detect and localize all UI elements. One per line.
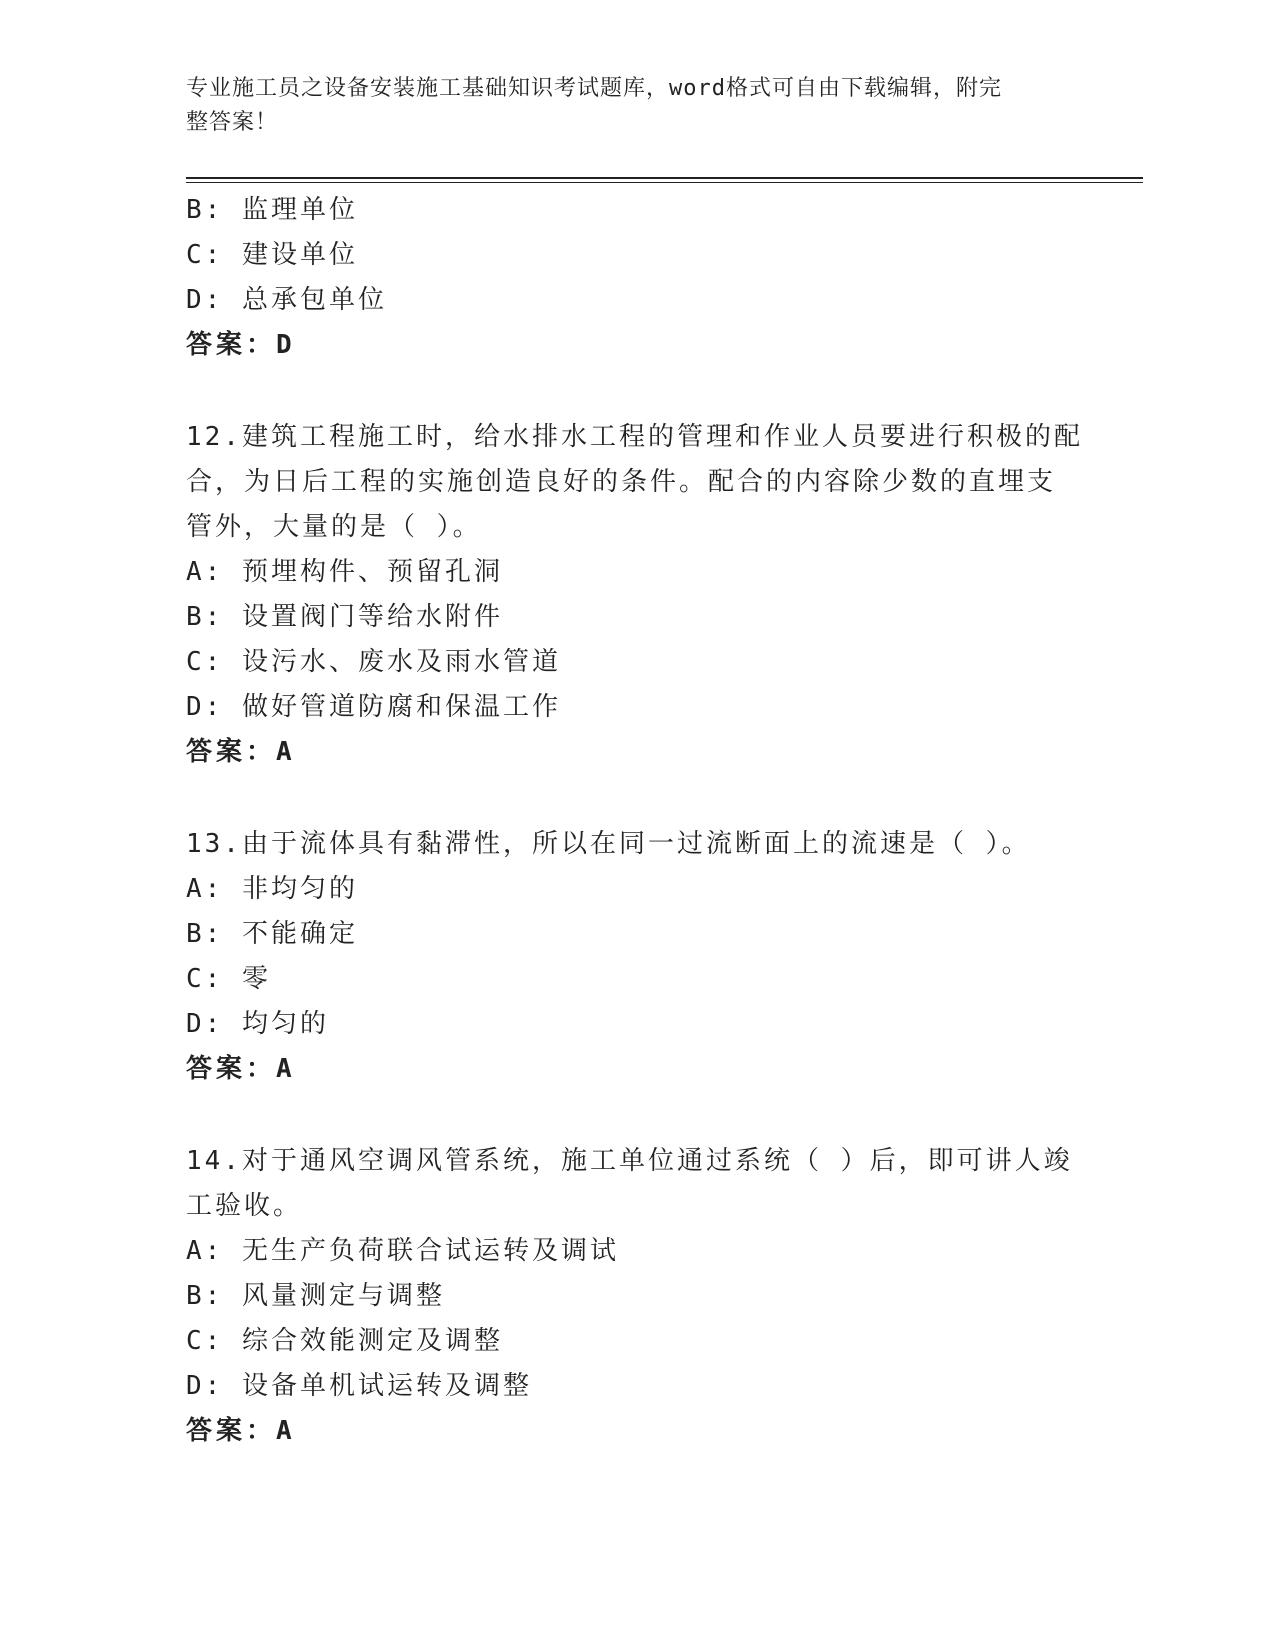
option-b: B: 不能确定 [186, 919, 358, 949]
header-rule-thin [186, 182, 1143, 183]
page-header [186, 72, 1066, 140]
option-d: D: 均匀的 [186, 1009, 329, 1039]
question-text-line: 12.建筑工程施工时，给水排水工程的管理和作业人员要进行积极的配 [186, 422, 1083, 452]
option-d: D: 做好管道防腐和保温工作 [186, 692, 561, 722]
answer-line: 答案：A [186, 1416, 295, 1446]
option-b: B: 设置阀门等给水附件 [186, 602, 503, 632]
header-line-2: 整答案！ [186, 110, 279, 135]
option-c: C: 设污水、废水及雨水管道 [186, 647, 561, 677]
question-text-line: 合，为日后工程的实施创造良好的条件。配合的内容除少数的直埋支 [186, 467, 1057, 497]
option-a: A: 预埋构件、预留孔洞 [186, 557, 503, 587]
option-a: A: 无生产负荷联合试运转及调试 [186, 1236, 619, 1266]
question-text-line: 13.由于流体具有黏滞性，所以在同一过流断面上的流速是（ ）。 [186, 829, 1031, 859]
option-d: D: 设备单机试运转及调整 [186, 1371, 532, 1401]
question-text-line: 工验收。 [186, 1191, 303, 1221]
question-text-line: 管外，大量的是（ ）。 [186, 512, 482, 542]
question-13 [186, 822, 1086, 1092]
header-rule-thick [186, 177, 1143, 179]
question-11-tail [186, 188, 1086, 368]
option-a: A: 非均匀的 [186, 874, 358, 904]
option-c: C: 综合效能测定及调整 [186, 1326, 503, 1356]
answer-line: 答案：A [186, 1054, 295, 1084]
question-12 [186, 415, 1086, 775]
question-14 [186, 1139, 1086, 1454]
exam-content [186, 188, 1086, 1454]
option-d: D: 总承包单位 [186, 285, 387, 315]
option-b: B: 监理单位 [186, 195, 358, 225]
answer-line: 答案：D [186, 330, 295, 360]
header-line-1: 专业施工员之设备安装施工基础知识考试题库，word格式可自由下载编辑，附完 [186, 76, 1002, 101]
option-c: C: 建设单位 [186, 240, 358, 270]
option-c: C: 零 [186, 964, 271, 994]
answer-line: 答案：A [186, 737, 295, 767]
option-b: B: 风量测定与调整 [186, 1281, 445, 1311]
question-text-line: 14.对于通风空调风管系统，施工单位通过系统（ ）后，即可讲人竣 [186, 1146, 1073, 1176]
